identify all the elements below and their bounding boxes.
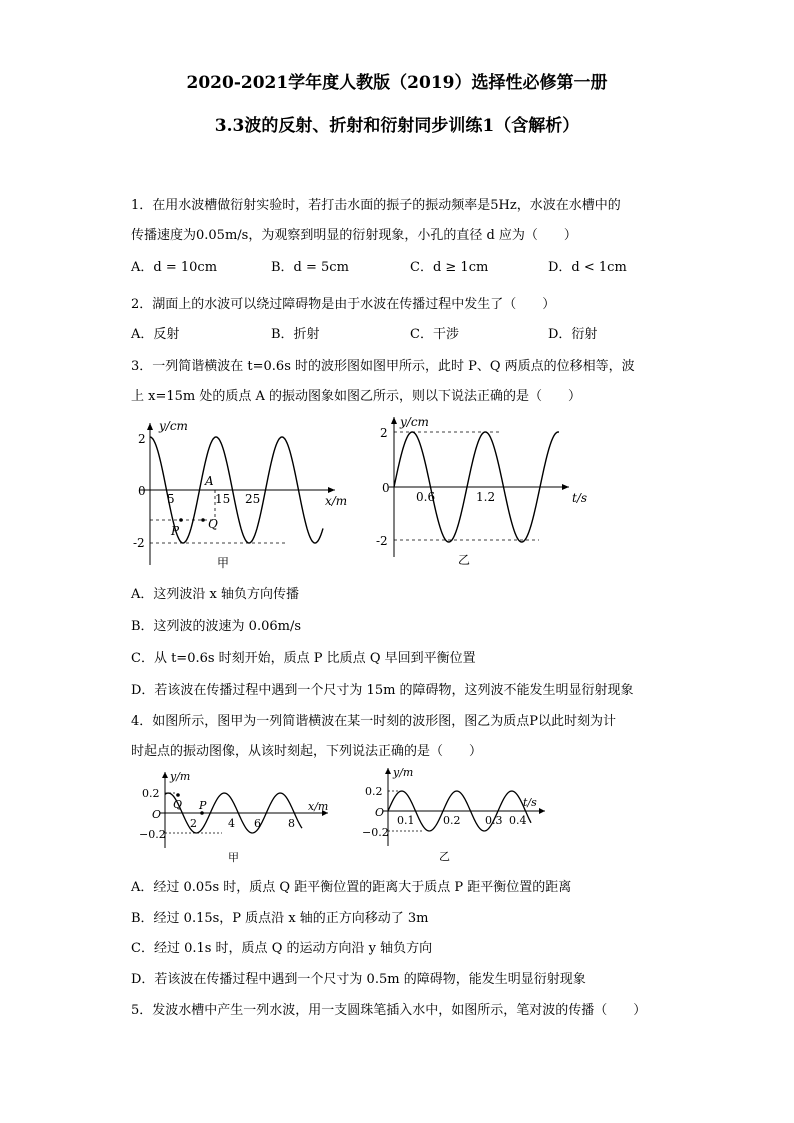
q3l-point-p [179,518,183,522]
q3-line2: 上 x=15m 处的质点 A 的振动图象如图乙所示，则以下说法正确的是（ ） [131,389,582,404]
q4-figure-right [363,764,553,868]
q3l-xtick-25: 25 [245,492,261,506]
q4l-xlabel: x/m [308,800,329,813]
q3r-xtick-12: 1.2 [476,490,496,504]
q2-option-b: B．折射 [271,327,320,342]
q4-option-d: D．若该波在传播过程中遇到一个尺寸为 0.5m 的障碍物，能发生明显衍射现象 [131,972,586,987]
q4l-point-q [176,793,180,797]
q4-figure-left [140,768,335,868]
q3-option-c: C．从 t=0.6s 时刻开始，质点 P 比质点 Q 早回到平衡位置 [131,651,476,666]
q1-option-b: B．d = 5cm [271,260,349,275]
q4-option-c: C．经过 0.1s 时，质点 Q 的运动方向沿 y 轴负方向 [131,941,433,956]
q3l-ylabel: y/cm [159,419,188,433]
q4r-xtick-01: 0.1 [397,814,415,827]
q1-line2: 传播速度为0.05m/s，为观察到明显的衍射现象，小孔的直径 d 应为（ ） [131,228,577,243]
q3r-ytick-0: 0 [382,481,390,495]
q4l-ytick-neg02: −0.2 [139,828,166,841]
q4l-ytick-o: O [152,808,162,821]
q3-option-b: B．这列波的波速为 0.06m/s [131,619,302,634]
q4l-ylabel: y/m [170,770,191,783]
q3r-caption: 乙 [458,553,471,567]
q3-option-d: D．若该波在传播过程中遇到一个尺寸为 15m 的障碍物，这列波不能发生明显衍射现象 [131,683,634,698]
q3l-xtick-5: 5 [167,492,175,506]
q4r-ytick-o: O [375,806,385,819]
q1-option-c: C．d ≥ 1cm [410,260,489,275]
q4l-caption: 甲 [228,851,239,864]
q3r-ylabel: y/cm [400,415,429,429]
q4l-xtick-6: 6 [254,817,261,830]
q3l-ytick-2: 2 [138,432,146,446]
q4r-xtick-03: 0.3 [485,814,503,827]
q3-option-a: A．这列波沿 x 轴负方向传播 [131,587,299,602]
q3-figure-right [374,412,589,572]
q4r-ytick-neg02: −0.2 [362,826,389,839]
q4r-xtick-04: 0.4 [509,814,527,827]
q4l-xtick-4: 4 [228,817,235,830]
q2-option-a: A．反射 [131,327,180,342]
q5-line1: 5．发波水槽中产生一列水波，用一支圆珠笔插入水中，如图所示，笔对波的传播（ ） [131,1003,647,1018]
q3l-xtick-15: 15 [215,492,231,506]
q1-option-a: A．d = 10cm [131,260,218,275]
q4l-label-q: Q [173,798,183,811]
q4-option-b: B．经过 0.15s，P 质点沿 x 轴的正方向移动了 3m [131,911,429,926]
q4l-label-p: P [199,799,207,812]
q4r-caption: 乙 [439,850,450,863]
q3r-xlabel: t/s [572,491,588,505]
q2-option-d: D．衍射 [548,327,598,342]
q2-option-c: C．干涉 [410,327,459,342]
q3l-label-p: P [171,524,180,538]
doc-title-2: 3.3波的反射、折射和衍射同步训练1（含解析） [214,116,580,136]
doc-title-1: 2020-2021学年度人教版（2019）选择性必修第一册 [186,73,608,93]
q1-line1: 1．在用水波槽做衍射实验时，若打击水面的振子的振动频率是5Hz，水波在水槽中的 [131,198,621,213]
q4l-xtick-8: 8 [288,817,295,830]
q3-figure-left [135,415,350,575]
q4r-ytick-02: 0.2 [365,785,383,798]
q4-line2: 时起点的振动图像，从该时刻起，下列说法正确的是（ ） [131,744,483,759]
q2-line1: 2．湖面上的水波可以绕过障碍物是由于水波在传播过程中发生了（ ） [131,297,556,312]
q3l-label-a: A [205,474,214,488]
q3r-xtick-06: 0.6 [416,490,436,504]
q3l-label-q: Q [208,517,218,531]
q4l-xtick-2: 2 [190,817,197,830]
q3r-ytick-neg2: -2 [376,534,388,548]
q4-option-a: A．经过 0.05s 时，质点 Q 距平衡位置的距离大于质点 P 距平衡位置的距离 [131,880,572,895]
q3l-caption: 甲 [217,556,230,570]
q3r-ytick-2: 2 [380,426,388,440]
q1-option-d: D．d < 1cm [548,260,627,275]
q3l-ytick-0: 0 [138,484,146,498]
q3l-ytick-neg2: -2 [133,536,145,550]
q4-line1: 4．如图所示，图甲为一列简谐横波在某一时刻的波形图，图乙为质点P以此时刻为计 [131,714,617,729]
q4l-ytick-02: 0.2 [142,787,160,800]
q3l-xlabel: x/m [325,494,348,508]
q3-line1: 3．一列简谐横波在 t=0.6s 时的波形图如图甲所示，此时 P、Q 两质点的位移相等，波 [131,359,635,374]
q4r-xlabel: t/s [523,796,537,809]
q3l-point-q [201,518,205,522]
q4r-xtick-02: 0.2 [443,814,461,827]
q4r-ylabel: y/m [393,766,414,779]
